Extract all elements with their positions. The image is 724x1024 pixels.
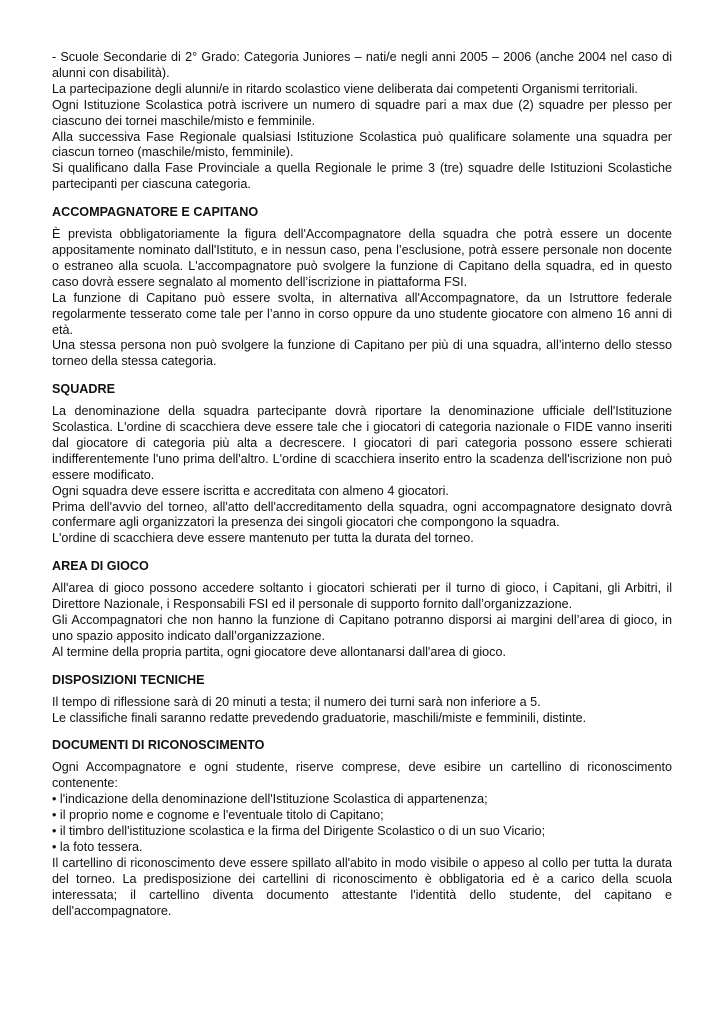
document-page [52, 50, 672, 919]
section-paragraph: Gli Accompagnatori che non hanno la funzione di Capitano potranno disporsi ai margini dell’area di gioco, in uno spazio apposito indicato dall’organizzazione. [52, 613, 672, 643]
section-heading: SQUADRE [52, 382, 115, 397]
intro-paragraph: Alla successiva Fase Regionale qualsiasi Istituzione Scolastica può qualificare solamente una squadra per ciascun torneo (maschile/misto, femminile). [52, 129, 672, 160]
section-documenti [52, 738, 672, 919]
section-paragraph: Le classifiche finali saranno redatte prevedendo graduatorie, maschili/miste e femminili, distinte. [52, 710, 587, 725]
section-paragraph: Ogni squadra deve essere iscritta e accreditata con almeno 4 giocatori. [52, 483, 449, 498]
bullet-item: • il timbro dell'istituzione scolastica e la firma del Dirigente Scolastico o di un suo Vicario; [52, 823, 546, 838]
section-squadre [52, 382, 672, 547]
section-area-di-gioco [52, 559, 672, 660]
section-paragraph: La denominazione della squadra partecipante dovrà riportare la denominazione ufficiale dell'Istituzione Scolastica. L'ordine di scacchiera deve essere tale che i giocatori di categoria nazionale o FIDE vanno inseriti dal giocatore di categoria più alta a decrescere. I giocatori di pari categoria possono essere schierati indifferentemente l'uno prima dell'altro. L'ordine di scacchiera inserito entro la scadenza dell'iscrizione non può essere modificato. [52, 404, 672, 482]
section-heading: AREA DI GIOCO [52, 559, 149, 574]
section-accompagnatore [52, 205, 672, 370]
section-heading: DOCUMENTI DI RICONOSCIMENTO [52, 738, 265, 753]
section-paragraph: È prevista obbligatoriamente la figura dell'Accompagnatore della squadra che potrà essere un docente appositamente nominato dall'Istituto, e in nessun caso, pena l’esclusione, potrà essere personale non docente o estraneo alla scuola. L'accompagnatore può svolgere la funzione di Capitano della squadra, ed in questo caso dovrà essere segnalato al momento dell’iscrizione in piattaforma FSI. [52, 227, 672, 289]
bullet-item: • la foto tessera. [52, 839, 143, 854]
section-paragraph: Prima dell'avvio del torneo, all'atto dell'accreditamento della squadra, ogni accompagnatore designato dovrà confermare agli organizzatori la presenza dei singoli giocatori che compongono la squadra. [52, 499, 672, 530]
section-paragraph: Ogni Accompagnatore e ogni studente, riserve comprese, deve esibire un cartellino di riconoscimento contenente: [52, 760, 672, 791]
section-heading: ACCOMPAGNATORE E CAPITANO [52, 205, 259, 220]
section-heading: DISPOSIZIONI TECNICHE [52, 672, 205, 687]
bullet-item: • il proprio nome e cognome e l'eventuale titolo di Capitano; [52, 808, 384, 823]
section-paragraph: Al termine della propria partita, ogni giocatore deve allontanarsi dall'area di gioco. [52, 644, 506, 659]
bullet-item: • l'indicazione della denominazione dell'Istituzione Scolastica di appartenenza; [52, 792, 488, 807]
intro-paragraph: Si qualificano dalla Fase Provinciale a quella Regionale le prime 3 (tre) squadre delle Istituzioni Scolastiche partecipanti per ciascuna categoria. [52, 161, 672, 192]
section-paragraph: La funzione di Capitano può essere svolta, in alternativa all'Accompagnatore, da un Istruttore federale regolarmente tesserato come tale per l’anno in corso oppure da uno studente giocatore con almeno 16 anni di età. [52, 290, 672, 337]
intro-paragraph: La partecipazione degli alunni/e in ritardo scolastico viene deliberata dai competenti Organismi territoriali. [52, 81, 638, 96]
section-disposizioni-tecniche [52, 673, 672, 727]
section-paragraph: All'area di gioco possono accedere soltanto i giocatori schierati per il turno di gioco, i Capitani, gli Arbitri, il Direttore Nazionale, i Responsabili FSI ed il personale di supporto fornito dall’organizzazione. [52, 581, 672, 612]
section-paragraph: L'ordine di scacchiera deve essere mantenuto per tutta la durata del torneo. [52, 531, 474, 546]
intro-paragraph: Ogni Istituzione Scolastica potrà iscrivere un numero di squadre pari a max due (2) squadre per plesso per ciascuno dei tornei maschile/misto e femminile. [52, 97, 672, 128]
section-paragraph: Il tempo di riflessione sarà di 20 minuti a testa; il numero dei turni sarà non inferiore a 5. [52, 694, 541, 709]
intro-section [52, 50, 672, 193]
intro-paragraph: - Scuole Secondarie di 2° Grado: Categoria Juniores – nati/e negli anni 2005 – 2006 (anche 2004 nel caso di alunni con disabilità). [52, 50, 672, 80]
section-paragraph: Il cartellino di riconoscimento deve essere spillato all'abito in modo visibile o appeso al collo per tutta la durata del torneo. La predisposizione dei cartellini di riconoscimento è obbligatoria ed è a carico della scuola interessata; il cartellino diventa documento attestante l'identità dello studente, del capitano e dell'accompagnatore. [52, 855, 672, 918]
section-paragraph: Una stessa persona non può svolgere la funzione di Capitano per più di una squadra, all’interno dello stesso torneo della stessa categoria. [52, 338, 672, 369]
